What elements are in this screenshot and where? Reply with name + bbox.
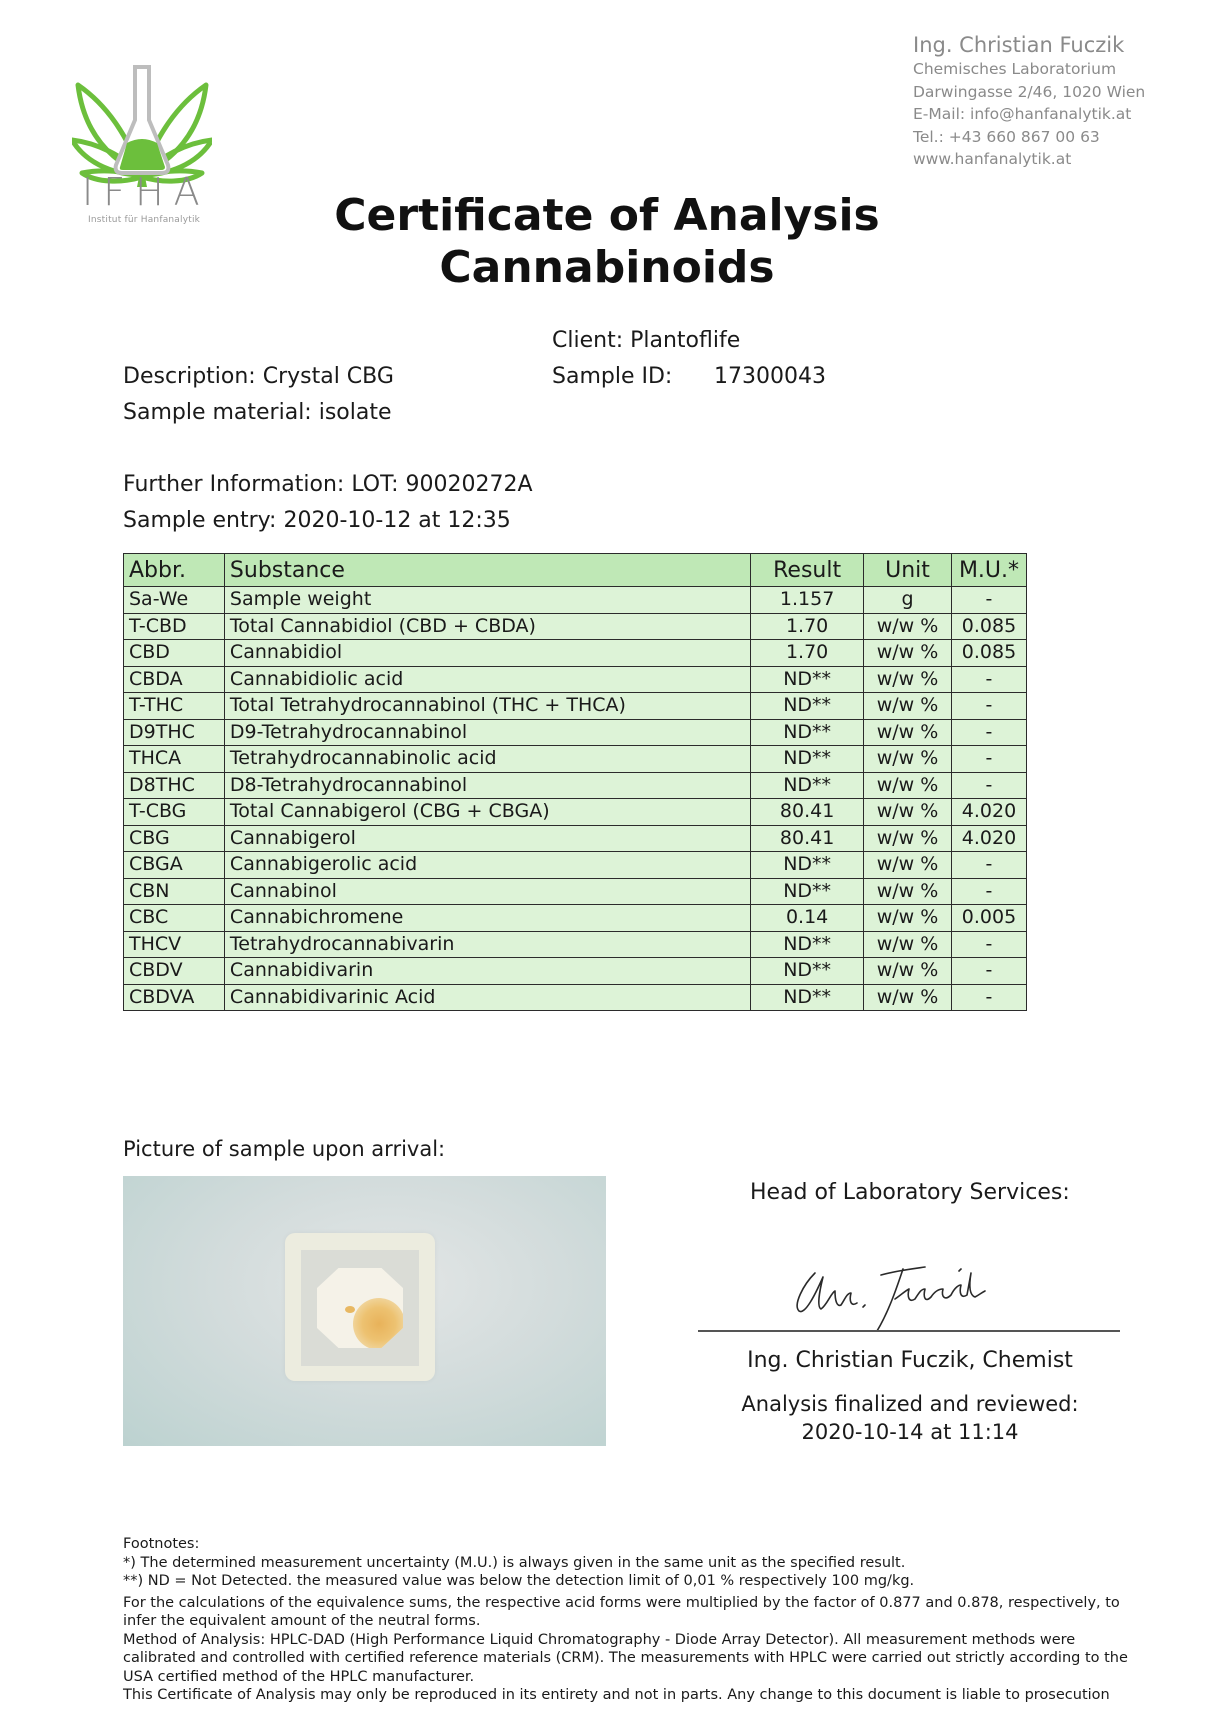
footnote-reproduction: This Certificate of Analysis may only be reproduced in its entirety and not in parts. Any change to this document is liable to prosecution [123, 1687, 1110, 1703]
picture-label: Picture of sample upon arrival: [123, 1137, 446, 1161]
result-cell: ND** [751, 746, 864, 773]
unit-cell: w/w % [864, 640, 952, 667]
header-mu: M.U.* [951, 554, 1026, 587]
result-cell: ND** [751, 852, 864, 879]
result-cell: ND** [751, 719, 864, 746]
unit-cell: w/w % [864, 905, 952, 932]
table-row [124, 772, 1027, 799]
mu-cell: 4.020 [951, 825, 1026, 852]
finalized-date: 2020-10-14 at 11:14 [801, 1420, 1019, 1444]
letterhead-lab: Chemisches Laboratorium [913, 60, 1117, 78]
abbr-cell: D8THC [124, 772, 225, 799]
signature-line [698, 1330, 1120, 1332]
table-row [124, 852, 1027, 879]
description: Description: Crystal CBG [123, 364, 394, 389]
footnotes [123, 1535, 1143, 1705]
abbr-cell: CBC [124, 905, 225, 932]
table-row [124, 931, 1027, 958]
sample-id-label: Sample ID: [552, 364, 673, 389]
mu-cell: - [951, 693, 1026, 720]
unit-cell: w/w % [864, 746, 952, 773]
footnote-mu: *) The determined measurement uncertainty (M.U.) is always given in the same unit as the specified result. [123, 1554, 906, 1571]
sample-powder [353, 1298, 405, 1350]
head-of-lab-label: Head of Laboratory Services: [750, 1180, 1070, 1205]
signature-icon [785, 1255, 1015, 1335]
unit-cell: w/w % [864, 878, 952, 905]
unit-cell: g [864, 587, 952, 614]
substance-cell: Cannabigerol [224, 825, 750, 852]
substance-cell: Cannabidivarin [224, 958, 750, 985]
sample-id: 17300043 [714, 364, 826, 389]
mu-cell: - [951, 746, 1026, 773]
unit-cell: w/w % [864, 772, 952, 799]
footnote-method: Method of Analysis: HPLC-DAD (High Performance Liquid Chromatography - Diode Array Detector). All measurement methods were calibrated and controlled with certified reference materials (CRM). The measurements with HPLC were carried out strictly according to the USA certified method of the HPLC manufacturer. [123, 1631, 1128, 1685]
abbr-cell: T-CBD [124, 613, 225, 640]
mu-cell: - [951, 587, 1026, 614]
letterhead-address: Darwingasse 2/46, 1020 Wien [913, 82, 1146, 101]
unit-cell: w/w % [864, 693, 952, 720]
mu-cell: 0.085 [951, 613, 1026, 640]
mu-cell: - [951, 878, 1026, 905]
mu-cell: 0.085 [951, 640, 1026, 667]
mu-cell: 0.005 [951, 905, 1026, 932]
table-row [124, 587, 1027, 614]
abbr-cell: CBDVA [124, 984, 225, 1011]
letterhead-email: E-Mail: info@hanfanalytik.at [913, 105, 1132, 123]
mu-cell: - [951, 958, 1026, 985]
substance-cell: Cannabidiol [224, 640, 750, 667]
logo-subtitle: Institut für Hanfanalytik [88, 215, 201, 225]
page-title [0, 190, 1214, 294]
unit-cell: w/w % [864, 931, 952, 958]
unit-cell: w/w % [864, 613, 952, 640]
substance-cell: Sample weight [224, 587, 750, 614]
table-header-row [124, 554, 1027, 587]
result-cell: ND** [751, 958, 864, 985]
table-row [124, 666, 1027, 693]
unit-cell: w/w % [864, 666, 952, 693]
mu-cell: - [951, 984, 1026, 1011]
table-row [124, 825, 1027, 852]
result-cell: 80.41 [751, 825, 864, 852]
results-table [123, 553, 1027, 1011]
table-row [124, 719, 1027, 746]
substance-cell: Total Cannabidiol (CBD + CBDA) [224, 613, 750, 640]
footnote-equivalence: For the calculations of the equivalence sums, the respective acid forms were multiplied by the factor of 0.877 and 0.878, respectively, to infer the equivalent amount of the neutral forms. [123, 1594, 1120, 1629]
weighing-tray [285, 1233, 435, 1381]
header-abbr: Abbr. [124, 554, 225, 587]
result-cell: ND** [751, 984, 864, 1011]
sample-entry: Sample entry: 2020-10-12 at 12:35 [123, 508, 511, 533]
mu-cell: 4.020 [951, 799, 1026, 826]
abbr-cell: CBGA [124, 852, 225, 879]
abbr-cell: CBDA [124, 666, 225, 693]
result-cell: 80.41 [751, 799, 864, 826]
substance-cell: D8-Tetrahydrocannabinol [224, 772, 750, 799]
table-row [124, 693, 1027, 720]
letterhead-website: www.hanfanalytik.at [913, 150, 1072, 168]
further-information: Further Information: LOT: 90020272A [123, 472, 533, 497]
substance-cell: D9-Tetrahydrocannabinol [224, 719, 750, 746]
sample-material: Sample material: isolate [123, 400, 392, 425]
result-cell: 1.157 [751, 587, 864, 614]
abbr-cell: THCV [124, 931, 225, 958]
abbr-cell: THCA [124, 746, 225, 773]
table-row [124, 613, 1027, 640]
table-row [124, 799, 1027, 826]
substance-cell: Tetrahydrocannabinolic acid [224, 746, 750, 773]
substance-cell: Cannabigerolic acid [224, 852, 750, 879]
mu-cell: - [951, 772, 1026, 799]
result-cell: ND** [751, 693, 864, 720]
unit-cell: w/w % [864, 958, 952, 985]
substance-cell: Cannabidivarinic Acid [224, 984, 750, 1011]
finalized-label: Analysis finalized and reviewed: [741, 1392, 1079, 1416]
table-row [124, 746, 1027, 773]
unit-cell: w/w % [864, 852, 952, 879]
table-row [124, 984, 1027, 1011]
unit-cell: w/w % [864, 984, 952, 1011]
table-row [124, 905, 1027, 932]
result-cell: 1.70 [751, 640, 864, 667]
letterhead-name: Ing. Christian Fuczik [913, 33, 1125, 57]
substance-cell: Cannabidiolic acid [224, 666, 750, 693]
result-cell: ND** [751, 666, 864, 693]
result-cell: ND** [751, 878, 864, 905]
signer-name: Ing. Christian Fuczik, Chemist [747, 1348, 1073, 1373]
abbr-cell: CBG [124, 825, 225, 852]
result-cell: 1.70 [751, 613, 864, 640]
mu-cell: - [951, 852, 1026, 879]
substance-cell: Total Tetrahydrocannabinol (THC + THCA) [224, 693, 750, 720]
title-line-1: Certificate of Analysis [334, 190, 880, 241]
abbr-cell: Sa-We [124, 587, 225, 614]
abbr-cell: D9THC [124, 719, 225, 746]
mu-cell: - [951, 666, 1026, 693]
abbr-cell: CBDV [124, 958, 225, 985]
substance-cell: Cannabichromene [224, 905, 750, 932]
footnotes-heading: Footnotes: [123, 1536, 200, 1552]
mu-cell: - [951, 719, 1026, 746]
header-substance: Substance [224, 554, 750, 587]
abbr-cell: CBN [124, 878, 225, 905]
table-row [124, 878, 1027, 905]
result-cell: ND** [751, 931, 864, 958]
mu-cell: - [951, 931, 1026, 958]
client: Client: Plantoflife [552, 328, 741, 353]
letterhead-phone: Tel.: +43 660 867 00 63 [913, 127, 1100, 146]
header-result: Result [751, 554, 864, 587]
substance-cell: Total Cannabigerol (CBG + CBGA) [224, 799, 750, 826]
logo-wordmark: IFHA [82, 170, 210, 214]
footnote-nd: **) ND = Not Detected. the measured value was below the detection limit of 0,01 % respectively 100 mg/kg. [123, 1573, 915, 1589]
result-cell: 0.14 [751, 905, 864, 932]
sample-photo [123, 1176, 606, 1446]
substance-cell: Cannabinol [224, 878, 750, 905]
abbr-cell: CBD [124, 640, 225, 667]
result-cell: ND** [751, 772, 864, 799]
letterhead [913, 32, 1145, 171]
unit-cell: w/w % [864, 719, 952, 746]
abbr-cell: T-CBG [124, 799, 225, 826]
finalized-info [650, 1390, 1170, 1446]
table-row [124, 640, 1027, 667]
abbr-cell: T-THC [124, 693, 225, 720]
title-line-2: Cannabinoids [439, 242, 775, 293]
unit-cell: w/w % [864, 799, 952, 826]
unit-cell: w/w % [864, 825, 952, 852]
header-unit: Unit [864, 554, 952, 587]
substance-cell: Tetrahydrocannabivarin [224, 931, 750, 958]
table-row [124, 958, 1027, 985]
